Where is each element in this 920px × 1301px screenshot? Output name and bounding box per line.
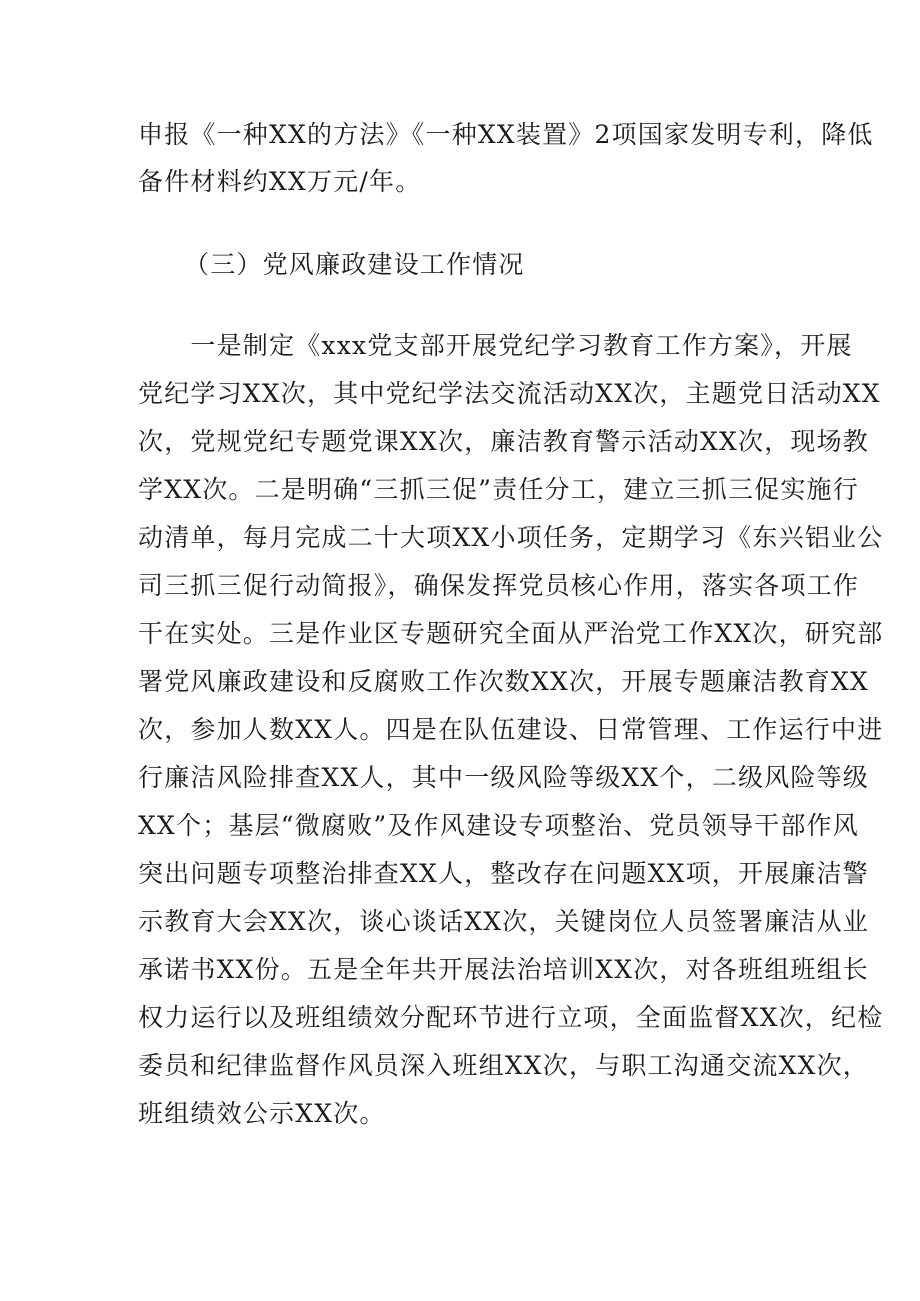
body-line: 次，党规党纪专题党课XX次，廉洁教育警示活动XX次，现场教 <box>138 427 869 456</box>
intro-line: 申报《一种XX的方法》《一种XX装置》2项国家发明专利，降低 <box>138 120 874 149</box>
body-line: 权力运行以及班组绩效分配环节进行立项，全面监督XX次，纪检 <box>138 1003 884 1032</box>
body-line: 委员和纪律监督作风员深入班组XX次，与职工沟通交流XX次， <box>138 1051 869 1080</box>
body-line: 署党风廉政建设和反腐败工作次数XX次，开展专题廉洁教育XX <box>138 667 869 696</box>
body-line: 次，参加人数XX人。四是在队伍建设、日常管理、工作运行中进 <box>138 715 884 744</box>
section-heading: （三）党风廉政建设工作情况 <box>184 250 525 279</box>
body-line: 一是制定《xxx党支部开展党纪学习教育工作方案》，开展 <box>138 331 853 360</box>
intro-line: 备件材料约XX万元/年。 <box>138 167 422 196</box>
body-line: 干在实处。三是作业区专题研究全面从严治党工作XX次，研究部 <box>138 619 884 648</box>
body-line: 示教育大会XX次，谈心谈话XX次，关键岗位人员签署廉洁从业 <box>138 907 869 936</box>
body-line: 行廉洁风险排查XX人，其中一级风险等级XX个，二级风险等级 <box>138 763 869 792</box>
body-line: 班组绩效公示XX次。 <box>138 1099 386 1128</box>
body-line: 突出问题专项整治排查XX人，整改存在问题XX项，开展廉洁警 <box>138 859 869 888</box>
body-line: 承诺书XX份。五是全年共开展法治培训XX次，对各班组班组长 <box>138 955 869 984</box>
body-line: 学XX次。二是明确“三抓三促”责任分工，建立三抓三促实施行 <box>138 475 859 504</box>
body-line: 司三抓三促行动简报》，确保发挥党员核心作用，落实各项工作 <box>138 571 860 600</box>
body-line: 党纪学习XX次，其中党纪学法交流活动XX次，主题党日活动XX <box>138 379 881 408</box>
body-line: 动清单，每月完成二十大项XX小项任务，定期学习《东兴铝业公 <box>138 523 884 552</box>
body-line: XX个；基层“微腐败”及作风建设专项整治、党员领导干部作风 <box>138 811 859 840</box>
